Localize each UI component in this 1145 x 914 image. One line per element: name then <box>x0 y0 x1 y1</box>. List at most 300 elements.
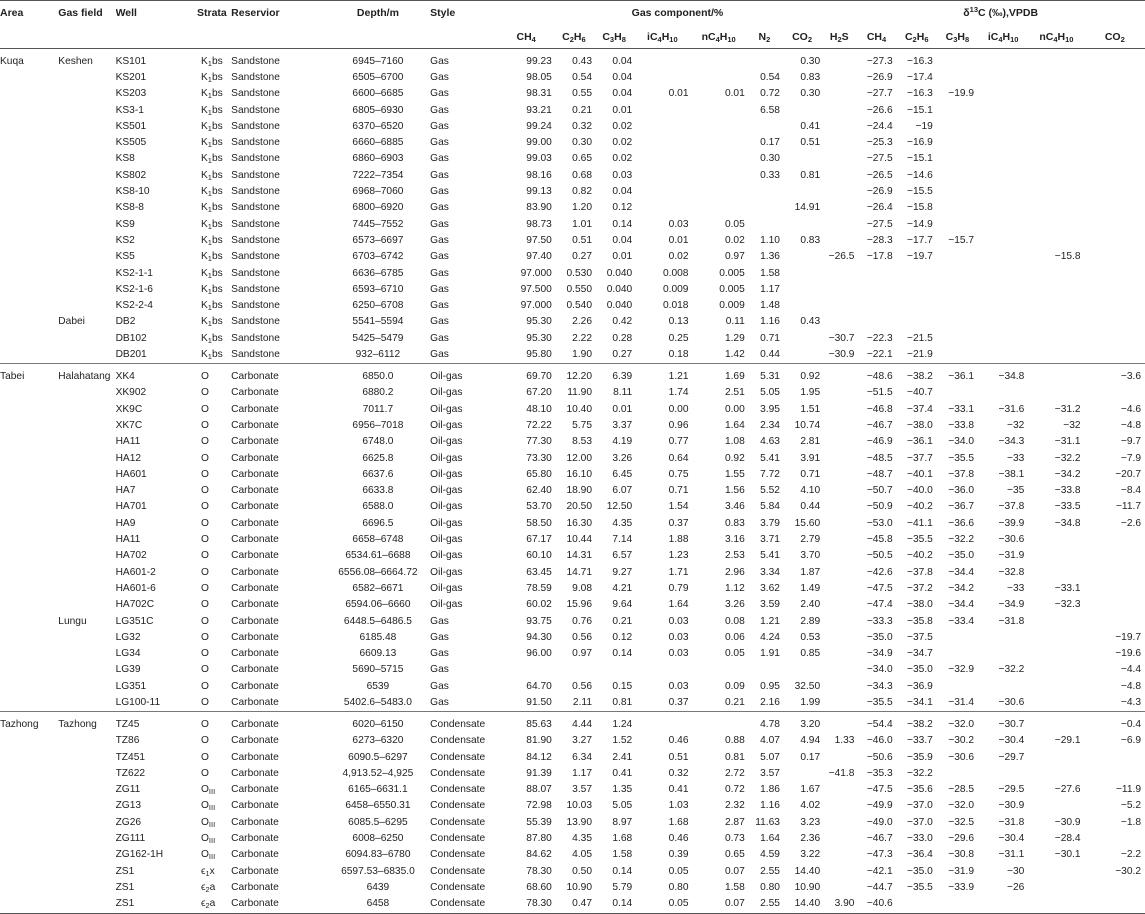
cell-co2: 14.91 <box>794 202 821 214</box>
table-row <box>0 233 1145 249</box>
cell-ch4: 99.13 <box>526 186 552 198</box>
cell-strata: O <box>200 501 209 513</box>
cell-c2h6: 9.08 <box>572 582 592 594</box>
cell-gas-field <box>58 695 115 712</box>
cell-gas-field <box>58 331 115 347</box>
cell-co2: 0.41 <box>800 120 821 132</box>
cell-area <box>0 695 58 712</box>
cell-d13c-c3h8: −35.0 <box>948 550 975 562</box>
cell-d13c-ic4h10: −34.8 <box>978 364 1028 386</box>
table-row <box>0 451 1145 467</box>
cell-strata: O <box>200 436 209 448</box>
table-row <box>0 565 1145 581</box>
cell-ch4: 94.30 <box>526 631 552 643</box>
cell-c2h6: 12.00 <box>566 452 592 464</box>
cell-d13c-c3h8 <box>937 70 978 86</box>
cell-gas-field <box>58 266 115 282</box>
cell-d13c-c3h8 <box>937 119 978 135</box>
cell-co2: 14.40 <box>782 896 822 913</box>
cell-ch4: 78.30 <box>526 865 552 877</box>
cell-style: Gas <box>430 332 449 344</box>
cell-d13c-nc4h10 <box>1028 679 1084 695</box>
cell-nc4h10: 1.56 <box>724 485 745 497</box>
cell-co2: 0.30 <box>800 88 821 100</box>
cell-d13c-nc4h10: −34.2 <box>1054 468 1081 480</box>
cell-n2: 0.44 <box>760 349 780 361</box>
cell-c2h6: 0.27 <box>572 251 592 263</box>
table-row <box>0 467 1145 483</box>
cell-h2s <box>822 298 856 314</box>
cell-d13c-c2h6: −35.8 <box>907 615 933 627</box>
cell-style: Gas <box>430 615 449 627</box>
cell-d13c-ic4h10 <box>978 168 1028 184</box>
cell-d13c-ic4h10: −39.9 <box>998 517 1025 529</box>
cell-reservoir: Carbonate <box>231 767 279 779</box>
cell-d13c-co2: −6.9 <box>1120 735 1141 747</box>
cell-d13c-c2h6: −35.0 <box>907 664 933 676</box>
header-spacer <box>0 25 499 49</box>
cell-well: KS8 <box>115 153 135 165</box>
header-gas-c2h6: $C_2H_6$ <box>554 25 594 49</box>
cell-ch4: 64.70 <box>526 680 552 692</box>
cell-d13c-nc4h10 <box>1028 630 1084 646</box>
cell-co2: 10.90 <box>794 881 821 893</box>
cell-area <box>0 662 58 678</box>
cell-style: Gas <box>430 696 449 708</box>
cell-d13c-nc4h10 <box>1028 233 1084 249</box>
cell-ic4h10: 0.46 <box>668 833 689 845</box>
cell-reservoir: Carbonate <box>231 712 325 734</box>
cell-h2s <box>822 467 856 483</box>
cell-n2: 11.63 <box>755 816 780 828</box>
cell-strata: O <box>200 468 209 480</box>
cell-gas-field <box>58 233 115 249</box>
cell-d13c-ch4: −35.0 <box>866 631 893 643</box>
cell-nc4h10: 0.05 <box>724 648 745 660</box>
header-style: Style <box>430 1 498 26</box>
cell-n2: 1.16 <box>760 800 780 812</box>
cell-c3h8: 3.37 <box>612 419 633 431</box>
cell-co2: 0.85 <box>800 648 821 660</box>
cell-depth: 6594.06–6660 <box>345 599 411 611</box>
cell-nc4h10: 1.42 <box>724 349 745 361</box>
cell-strata: $K_1bs$ <box>200 88 223 101</box>
cell-c2h6: 16.30 <box>566 517 592 529</box>
cell-c3h8: 0.21 <box>612 615 633 627</box>
cell-ic4h10: 1.74 <box>668 387 689 399</box>
cell-c2h6: 0.51 <box>572 234 592 246</box>
cell-depth: 6696.5 <box>362 517 394 529</box>
cell-d13c-c2h6: −15.1 <box>907 104 933 116</box>
cell-h2s <box>822 483 856 499</box>
cell-n2: 2.16 <box>760 696 780 708</box>
table-row <box>0 733 1145 749</box>
cell-co2: 2.81 <box>800 436 821 448</box>
cell-d13c-ic4h10: −32.2 <box>998 664 1025 676</box>
cell-d13c-nc4h10 <box>1028 864 1084 880</box>
cell-d13c-co2: −0.4 <box>1085 712 1145 734</box>
cell-area <box>0 249 58 265</box>
cell-reservoir: Carbonate <box>231 599 279 611</box>
cell-ic4h10: 0.02 <box>668 251 689 263</box>
cell-co2 <box>782 184 822 200</box>
cell-d13c-nc4h10 <box>1028 151 1084 167</box>
cell-reservoir: Carbonate <box>231 849 279 861</box>
cell-d13c-ic4h10: −34.9 <box>998 599 1025 611</box>
cell-n2: 3.59 <box>760 599 780 611</box>
cell-ch4: 99.00 <box>526 137 552 149</box>
cell-reservoir: Carbonate <box>231 680 279 692</box>
cell-gas-field <box>58 548 115 564</box>
cell-c3h8: 1.52 <box>612 735 633 747</box>
cell-reservoir: Carbonate <box>231 501 279 513</box>
cell-n2: 6.58 <box>760 104 780 116</box>
cell-ic4h10 <box>634 200 690 216</box>
cell-ic4h10 <box>634 662 690 678</box>
header-row-groups <box>0 1 1145 26</box>
cell-d13c-nc4h10: −33.5 <box>1054 501 1081 513</box>
cell-h2s: 3.90 <box>822 896 856 913</box>
cell-gas-field <box>58 418 115 434</box>
cell-co2 <box>782 249 822 265</box>
cell-strata: O <box>200 680 209 692</box>
cell-d13c-c3h8: −34.2 <box>948 582 975 594</box>
cell-style: Gas <box>430 153 449 165</box>
cell-c3h8: 0.040 <box>606 267 633 279</box>
cell-strata: $O_{III}$ <box>200 849 216 862</box>
cell-d13c-co2 <box>1085 103 1145 119</box>
cell-d13c-c3h8: −15.7 <box>948 234 975 246</box>
cell-d13c-co2 <box>1085 135 1145 151</box>
cell-d13c-c2h6: −38.2 <box>897 712 937 734</box>
cell-c2h6: 0.97 <box>572 648 592 660</box>
cell-ch4: 60.10 <box>526 550 552 562</box>
cell-c2h6: 4.05 <box>572 849 592 861</box>
cell-d13c-c2h6 <box>897 266 937 282</box>
cell-n2: 1.17 <box>760 283 780 295</box>
cell-d13c-nc4h10: −33.8 <box>1054 485 1081 497</box>
cell-d13c-ch4 <box>856 266 896 282</box>
cell-c3h8: 9.64 <box>612 599 633 611</box>
cell-h2s <box>822 662 856 678</box>
header-iso-c3h8: $C_3H_8$ <box>937 25 978 49</box>
cell-h2s <box>822 847 856 863</box>
cell-strata: O <box>200 735 209 747</box>
cell-d13c-ch4: −46.9 <box>866 436 893 448</box>
cell-d13c-c3h8: −32.0 <box>937 712 978 734</box>
cell-d13c-ic4h10: −26 <box>1007 881 1025 893</box>
cell-reservoir: Sandstone <box>231 300 280 312</box>
cell-strata: $\epsilon_1x$ <box>200 865 215 878</box>
cell-co2: 0.81 <box>800 169 821 181</box>
header-gas-h2s: $H_2S$ <box>822 25 856 49</box>
cell-ic4h10 <box>634 49 690 71</box>
cell-co2: 14.40 <box>794 865 821 877</box>
cell-reservoir: Sandstone <box>231 349 280 361</box>
table-row <box>0 217 1145 233</box>
cell-nc4h10 <box>690 184 746 200</box>
cell-c3h8: 0.02 <box>612 153 633 165</box>
cell-h2s <box>822 119 856 135</box>
table-row <box>0 782 1145 798</box>
cell-gas-field <box>58 516 115 532</box>
cell-d13c-nc4h10 <box>1028 646 1084 662</box>
cell-h2s <box>822 49 856 71</box>
cell-d13c-c3h8 <box>937 679 978 695</box>
cell-h2s <box>822 597 856 613</box>
cell-area <box>0 499 58 515</box>
cell-gas-field <box>58 646 115 662</box>
cell-well: ZG13 <box>115 800 142 812</box>
cell-strata: O <box>200 751 209 763</box>
cell-style: Gas <box>430 631 449 643</box>
cell-d13c-c3h8: −37.8 <box>948 468 975 480</box>
cell-d13c-ic4h10 <box>978 385 1028 401</box>
cell-ch4: 84.12 <box>526 751 552 763</box>
cell-reservoir: Carbonate <box>231 452 279 464</box>
cell-gas-field <box>58 347 115 364</box>
cell-reservoir: Carbonate <box>231 648 279 660</box>
cell-d13c-c3h8 <box>937 249 978 265</box>
cell-nc4h10 <box>690 200 746 216</box>
cell-gas-field: Halahatang <box>58 364 115 386</box>
cell-depth: 7445–7552 <box>352 218 404 230</box>
table-row <box>0 766 1145 782</box>
header-gas-c3h8: $C_3H_8$ <box>594 25 634 49</box>
cell-nc4h10 <box>690 49 746 71</box>
cell-co2: 0.92 <box>782 364 822 386</box>
cell-reservoir: Carbonate <box>231 896 325 913</box>
cell-area <box>0 103 58 119</box>
cell-well: LG351 <box>115 680 147 692</box>
cell-nc4h10: 0.73 <box>724 833 745 845</box>
cell-c2h6: 1.90 <box>572 349 592 361</box>
cell-nc4h10: 1.58 <box>724 881 745 893</box>
cell-reservoir: Carbonate <box>231 865 279 877</box>
cell-d13c-c3h8 <box>937 766 978 782</box>
cell-strata: O <box>200 387 209 399</box>
cell-strata: $K_1bs$ <box>200 137 223 150</box>
cell-n2: 4.63 <box>760 436 780 448</box>
cell-ch4: 99.24 <box>526 120 552 132</box>
table-row <box>0 815 1145 831</box>
cell-d13c-c3h8 <box>937 298 978 314</box>
cell-d13c-ic4h10 <box>978 630 1028 646</box>
cell-d13c-c2h6: −38.0 <box>907 599 933 611</box>
cell-h2s <box>822 581 856 597</box>
cell-co2: 32.50 <box>794 680 821 692</box>
cell-c2h6: 2.11 <box>572 696 592 708</box>
cell-c2h6: 0.54 <box>572 72 592 83</box>
cell-reservoir: Carbonate <box>231 364 325 386</box>
cell-d13c-co2 <box>1085 614 1145 630</box>
cell-reservoir: Carbonate <box>231 751 279 763</box>
cell-well: LG39 <box>115 664 141 676</box>
cell-c3h8: 0.04 <box>612 72 633 83</box>
cell-area <box>0 532 58 548</box>
cell-d13c-ch4: −27.7 <box>866 88 893 100</box>
cell-style: Condensate <box>430 751 486 763</box>
cell-nc4h10 <box>690 712 746 734</box>
cell-ch4: 58.50 <box>526 517 552 529</box>
cell-d13c-c3h8 <box>937 184 978 200</box>
cell-area <box>0 733 58 749</box>
cell-d13c-co2: −2.6 <box>1120 517 1141 529</box>
cell-reservoir: Carbonate <box>231 833 279 845</box>
cell-c3h8: 2.41 <box>612 751 633 763</box>
cell-d13c-c3h8: −29.6 <box>948 833 975 845</box>
cell-d13c-c3h8 <box>937 151 978 167</box>
cell-depth: 4,913.52–4,925 <box>342 767 414 779</box>
cell-d13c-c2h6: −40.0 <box>907 485 933 497</box>
cell-d13c-nc4h10: −29.1 <box>1054 735 1081 747</box>
cell-ch4: 91.39 <box>526 767 552 779</box>
cell-d13c-nc4h10 <box>1028 614 1084 630</box>
cell-area <box>0 70 58 86</box>
table-row <box>0 151 1145 167</box>
cell-gas-field <box>58 402 115 418</box>
cell-nc4h10: 0.72 <box>724 784 745 796</box>
cell-h2s <box>822 750 856 766</box>
cell-d13c-nc4h10 <box>1028 49 1084 71</box>
table-row <box>0 831 1145 847</box>
cell-d13c-nc4h10: −34.8 <box>1054 517 1081 529</box>
cell-d13c-ic4h10 <box>978 184 1028 200</box>
cell-d13c-c3h8 <box>937 49 978 71</box>
cell-d13c-c3h8: −32.9 <box>948 664 975 676</box>
cell-n2 <box>747 184 782 200</box>
cell-d13c-ch4 <box>856 314 896 330</box>
cell-co2: 1.49 <box>800 582 821 594</box>
cell-d13c-nc4h10 <box>1028 282 1084 298</box>
cell-ch4: 95.30 <box>526 316 552 328</box>
cell-depth: 7011.7 <box>362 403 394 415</box>
cell-d13c-c2h6: −40.1 <box>907 468 933 480</box>
cell-h2s <box>822 712 856 734</box>
cell-area <box>0 597 58 613</box>
cell-d13c-c2h6: −36.4 <box>907 849 933 861</box>
cell-d13c-c2h6: −17.7 <box>907 234 933 246</box>
cell-d13c-c2h6: −40.2 <box>907 550 933 562</box>
cell-depth: 5541–5594 <box>352 316 404 328</box>
cell-d13c-c2h6: −36.1 <box>907 436 933 448</box>
cell-reservoir: Sandstone <box>231 316 280 328</box>
cell-n2: 0.95 <box>760 680 780 692</box>
cell-area <box>0 548 58 564</box>
cell-reservoir: Carbonate <box>231 485 279 497</box>
cell-style: Condensate <box>430 865 486 877</box>
table-row <box>0 532 1145 548</box>
cell-d13c-ch4 <box>856 282 896 298</box>
cell-area <box>0 896 58 913</box>
cell-ch4: 77.30 <box>526 436 552 448</box>
cell-d13c-ch4: −48.7 <box>866 468 893 480</box>
cell-co2 <box>782 266 822 282</box>
cell-d13c-co2 <box>1085 217 1145 233</box>
cell-d13c-c2h6: −37.7 <box>907 452 933 464</box>
cell-co2: 1.51 <box>800 403 821 415</box>
cell-h2s <box>822 314 856 330</box>
cell-c3h8: 1.24 <box>594 712 634 734</box>
cell-well: XK9C <box>115 403 143 415</box>
cell-d13c-nc4h10: −32 <box>1063 419 1081 431</box>
cell-d13c-ic4h10: −31.8 <box>998 816 1025 828</box>
cell-d13c-c2h6: −21.5 <box>907 332 933 344</box>
cell-co2: 10.74 <box>794 419 821 431</box>
cell-d13c-co2 <box>1085 168 1145 184</box>
cell-area <box>0 135 58 151</box>
cell-gas-field <box>58 298 115 314</box>
cell-d13c-co2: −19.6 <box>1115 648 1141 660</box>
cell-nc4h10: 0.11 <box>725 316 745 328</box>
cell-c2h6: 0.540 <box>566 300 592 312</box>
table-row <box>0 434 1145 450</box>
cell-style: Oil-gas <box>430 436 463 448</box>
cell-h2s <box>822 451 856 467</box>
cell-h2s: 1.33 <box>834 735 855 747</box>
cell-n2: 0.30 <box>760 153 780 165</box>
cell-c3h8: 9.27 <box>612 566 633 578</box>
cell-d13c-ic4h10: −33 <box>1007 452 1025 464</box>
cell-d13c-nc4h10: −30.1 <box>1054 849 1081 861</box>
cell-depth: 6448.5–6486.5 <box>343 615 412 627</box>
cell-strata: $\epsilon_2a$ <box>200 881 216 894</box>
cell-area <box>0 516 58 532</box>
cell-style: Oil-gas <box>430 582 463 594</box>
cell-gas-field <box>58 831 115 847</box>
cell-d13c-ch4: −54.4 <box>856 712 896 734</box>
cell-depth: 6945–7160 <box>352 55 404 67</box>
cell-c3h8: 6.45 <box>612 468 633 480</box>
cell-d13c-c2h6: −34.1 <box>907 696 933 708</box>
cell-ch4: 97.500 <box>520 283 552 295</box>
cell-c2h6: 0.30 <box>572 137 592 149</box>
cell-d13c-ic4h10 <box>978 151 1028 167</box>
cell-ch4: 88.07 <box>526 784 552 796</box>
cell-ic4h10: 0.46 <box>668 735 689 747</box>
header-gas-nc4h10: $nC_4H_{10}$ <box>690 25 746 49</box>
cell-ch4: 67.17 <box>526 534 552 546</box>
cell-n2: 4.24 <box>760 631 780 643</box>
cell-d13c-ch4: −17.8 <box>866 251 893 263</box>
cell-area <box>0 402 58 418</box>
cell-d13c-ch4: −28.3 <box>866 234 893 246</box>
cell-reservoir: Carbonate <box>231 664 279 676</box>
cell-depth: 6370–6520 <box>352 120 404 132</box>
cell-well: KS8-8 <box>115 202 144 214</box>
cell-h2s <box>822 282 856 298</box>
cell-well: HA11 <box>115 436 141 448</box>
cell-depth: 5690–5715 <box>352 664 404 676</box>
cell-area <box>0 168 58 184</box>
cell-d13c-ic4h10 <box>978 86 1028 102</box>
cell-style: Gas <box>430 88 449 100</box>
cell-area <box>0 86 58 102</box>
cell-co2: 3.22 <box>800 849 821 861</box>
cell-depth: 6625.8 <box>362 452 394 464</box>
cell-d13c-co2: −11.7 <box>1115 501 1141 513</box>
cell-co2: 1.99 <box>800 696 821 708</box>
cell-c3h8: 0.12 <box>612 631 633 643</box>
table-row <box>0 847 1145 863</box>
header-iso-co2: $CO_2$ <box>1085 25 1145 49</box>
cell-well: KS2-2-4 <box>115 300 153 312</box>
cell-d13c-c2h6: −37.2 <box>907 582 933 594</box>
cell-d13c-ch4: −40.6 <box>856 896 896 913</box>
cell-gas-field <box>58 581 115 597</box>
cell-d13c-c3h8: −30.8 <box>948 849 975 861</box>
cell-d13c-c3h8: −28.5 <box>948 784 975 796</box>
